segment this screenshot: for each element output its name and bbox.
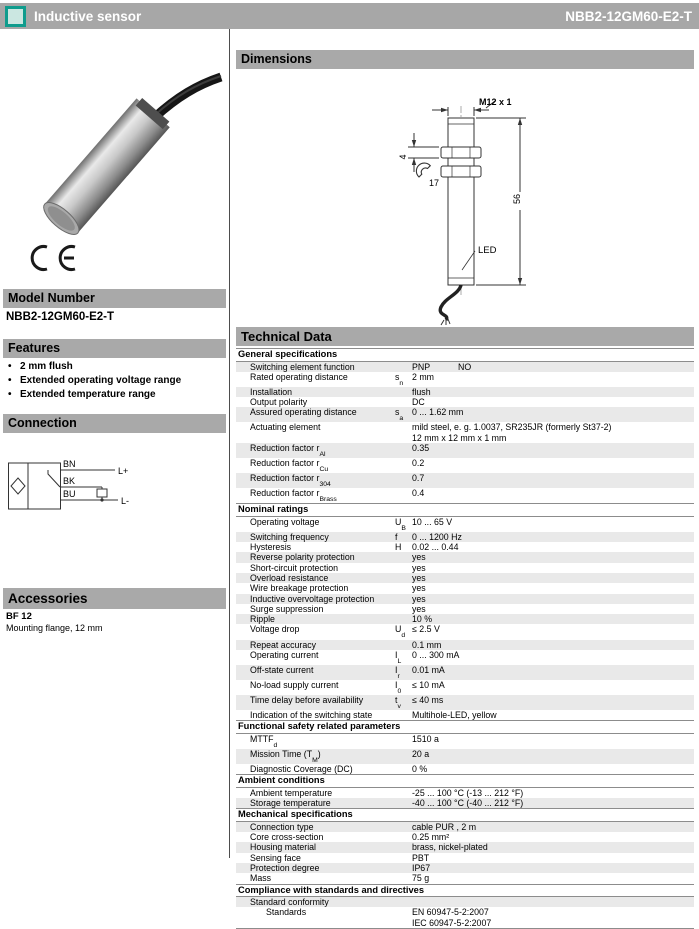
spec-label: Switching frequency — [250, 531, 329, 542]
spec-label: Voltage drop — [250, 624, 300, 635]
spec-row — [236, 695, 694, 710]
spec-value: DC — [412, 397, 425, 408]
spec-label: Standards — [266, 907, 307, 918]
wire-label-bu: BU — [63, 489, 76, 499]
spec-value: yes — [412, 573, 426, 583]
brand-square-icon — [5, 6, 26, 27]
spec-row — [236, 517, 694, 532]
spec-label: Overload resistance — [250, 573, 329, 583]
spec-label: Core cross-section — [250, 832, 324, 843]
spec-symbol — [395, 853, 412, 863]
led-label: LED — [478, 245, 497, 256]
spec-row — [236, 640, 694, 650]
spec-label: Reduction factor $r_{Brass}$ — [250, 488, 337, 503]
product-category-title: Inductive sensor — [34, 8, 142, 24]
section-technical-data: Technical Data — [236, 327, 694, 346]
dim-thread-label: M12 x 1 — [479, 97, 512, 107]
spec-value: 0.7 — [412, 473, 425, 484]
spec-row — [236, 624, 694, 639]
wire-label-bn: BN — [63, 459, 76, 469]
spec-value: 75 g — [412, 873, 430, 884]
spec-row — [236, 614, 694, 624]
spec-value: yes — [412, 593, 426, 604]
spec-row — [236, 458, 694, 473]
spec-symbol — [395, 842, 412, 852]
dimension-drawing — [236, 72, 694, 325]
spec-label: Reduction factor $r_{Al}$ — [250, 443, 326, 458]
spec-symbol — [395, 583, 412, 593]
spec-row — [236, 764, 694, 774]
right-column — [236, 0, 694, 928]
spec-symbol — [395, 907, 412, 928]
section-dimensions: Dimensions — [236, 50, 694, 69]
spec-row — [236, 583, 694, 593]
spec-value: 0.25 mm² — [412, 832, 450, 843]
spec-symbol: $U_d$ — [395, 624, 406, 640]
spec-row — [236, 832, 694, 842]
spec-row — [236, 749, 694, 764]
spec-section-title: General specifications — [236, 348, 694, 362]
spec-label: Short-circuit protection — [250, 562, 339, 573]
bullet-icon: • — [8, 375, 12, 386]
bullet-icon: • — [8, 361, 12, 372]
spec-row — [236, 573, 694, 583]
spec-value: IP67 — [412, 862, 431, 873]
spec-row — [236, 473, 694, 488]
spec-label: Rated operating distance — [250, 371, 348, 382]
spec-value: 10 % — [412, 614, 433, 625]
feature-item: • Extended temperature range — [8, 389, 156, 400]
spec-symbol: $I_r$ — [395, 664, 400, 680]
spec-value: 0.01 mA — [412, 664, 445, 675]
spec-label: Mass — [250, 873, 272, 884]
spec-section-title: Compliance with standards and directives — [236, 884, 694, 898]
spec-value: 0 ... 300 mA — [412, 649, 460, 660]
spec-symbol: $U_B$ — [395, 516, 406, 532]
wrench-size-label: 17 — [429, 178, 440, 188]
spec-symbol: H — [395, 542, 402, 553]
spec-symbol — [395, 552, 412, 562]
spec-row — [236, 443, 694, 458]
spec-row — [236, 873, 694, 883]
spec-value: 0.35 — [412, 443, 430, 454]
spec-label: Operating current — [250, 649, 319, 660]
spec-symbol — [395, 473, 412, 488]
spec-label: Reverse polarity protection — [250, 552, 355, 563]
terminal-label-lplus: L+ — [118, 466, 129, 476]
spec-label: Switching element function — [250, 361, 355, 372]
spec-value: brass, nickel-plated — [412, 842, 488, 853]
spec-row — [236, 710, 694, 720]
spec-row — [236, 734, 694, 749]
section-features: Features — [3, 339, 226, 358]
spec-label: Ripple — [250, 614, 275, 625]
spec-symbol — [395, 734, 412, 749]
spec-row — [236, 897, 694, 907]
spec-value: yes — [412, 562, 426, 573]
spec-label: Repeat accuracy — [250, 639, 317, 650]
photo-cable — [155, 77, 221, 117]
terminal-label-lminus: L- — [121, 496, 130, 506]
bullet-icon: • — [8, 389, 12, 400]
spec-value: 10 ... 65 V — [412, 516, 453, 527]
spec-label: Surge suppression — [250, 603, 324, 614]
spec-value: cable PUR , 2 m — [412, 821, 477, 832]
dim-length-label: 56 — [512, 193, 522, 205]
spec-label: Wire breakage protection — [250, 583, 349, 594]
wire-label-bk: BK — [63, 476, 76, 486]
spec-row — [236, 552, 694, 562]
spec-symbol — [395, 863, 412, 873]
spec-label: Time delay before availability — [250, 694, 364, 705]
spec-symbol: $I_L$ — [395, 649, 402, 665]
spec-label: Mission Time $(T_M)$ — [250, 748, 321, 764]
spec-symbol — [395, 488, 412, 503]
section-connection: Connection — [3, 414, 226, 433]
spec-label: Standard conformity — [250, 897, 329, 908]
spec-value: yes — [412, 552, 426, 563]
spec-row — [236, 853, 694, 863]
spec-row — [236, 665, 694, 680]
spec-value: ≤ 2.5 V — [412, 624, 440, 635]
wrench-icon — [416, 163, 430, 177]
technical-data-table — [236, 348, 694, 929]
spec-row — [236, 387, 694, 397]
spec-row — [236, 594, 694, 604]
spec-row — [236, 907, 694, 928]
spec-value: 0.4 — [412, 488, 425, 499]
spec-symbol: $I_0$ — [395, 679, 402, 695]
spec-symbol — [395, 640, 412, 650]
spec-symbol — [395, 604, 412, 614]
spec-row — [236, 397, 694, 407]
spec-row — [236, 863, 694, 873]
spec-row — [236, 362, 694, 372]
spec-symbol: $s_n$ — [395, 371, 404, 387]
spec-value: 2 mm — [412, 371, 434, 382]
spec-symbol — [395, 387, 412, 397]
spec-row — [236, 680, 694, 695]
spec-label: Inductive overvoltage protection — [250, 593, 375, 604]
spec-section-title: Nominal ratings — [236, 503, 694, 517]
spec-symbol — [395, 764, 412, 774]
spec-value: 0.02 ... 0.44 — [412, 542, 459, 553]
spec-section-title: Mechanical specifications — [236, 808, 694, 822]
spec-label: Actuating element — [250, 422, 321, 433]
spec-label: Indication of the switching state — [250, 710, 373, 721]
spec-symbol — [395, 614, 412, 624]
spec-value: mild steel, e. g. 1.0037, SR235JR (formerly St37-2) 12 mm x 12 mm x 1 mm — [412, 422, 612, 443]
spec-value: ≤ 10 mA — [412, 679, 445, 690]
spec-label: $MTTF_d$ — [250, 733, 278, 749]
accessory-description: Mounting flange, 12 mm — [6, 623, 103, 633]
spec-label: Diagnostic Coverage (DC) — [250, 763, 353, 774]
spec-symbol — [395, 873, 412, 883]
spec-label: Assured operating distance — [250, 407, 357, 418]
spec-symbol — [395, 749, 412, 764]
spec-value: 0 % — [412, 763, 428, 774]
spec-label: Off-state current — [250, 664, 314, 675]
spec-value: 0.1 mm — [412, 639, 442, 650]
spec-value: yes — [412, 583, 426, 594]
spec-symbol — [395, 710, 412, 720]
spec-symbol — [395, 422, 412, 443]
spec-symbol — [395, 788, 412, 798]
spec-symbol: $t_v$ — [395, 694, 401, 710]
spec-symbol: $s_a$ — [395, 407, 404, 423]
spec-section-title: Functional safety related parameters — [236, 720, 694, 734]
spec-row — [236, 650, 694, 665]
spec-value: 0.2 — [412, 458, 425, 469]
accessory-name: BF 12 — [6, 611, 32, 622]
section-accessories: Accessories — [3, 588, 226, 609]
spec-label: Reduction factor $r_{Cu}$ — [250, 458, 329, 473]
spec-label: Protection degree — [250, 862, 320, 873]
feature-item: • 2 mm flush — [8, 361, 73, 372]
spec-label: Housing material — [250, 842, 317, 853]
spec-label: Operating voltage — [250, 516, 320, 527]
spec-row — [236, 842, 694, 852]
spec-row — [236, 788, 694, 798]
spec-value: 20 a — [412, 748, 430, 759]
spec-value: PBT — [412, 852, 430, 863]
spec-value: Multihole-LED, yellow — [412, 710, 497, 721]
spec-value: 0 ... 1.62 mm — [412, 407, 464, 418]
spec-label: Hysteresis — [250, 542, 292, 553]
section-model-number: Model Number — [3, 289, 226, 308]
spec-label: Sensing face — [250, 852, 301, 863]
spec-symbol: f — [395, 531, 398, 542]
spec-symbol — [395, 443, 412, 458]
spec-value: EN 60947-5-2:2007 IEC 60947-5-2:2007 — [412, 907, 492, 928]
spec-row — [236, 798, 694, 808]
spec-row — [236, 422, 694, 443]
spec-value: yes — [412, 603, 426, 614]
header-model-number: NBB2-12GM60-E2-T — [565, 8, 692, 24]
spec-row — [236, 604, 694, 614]
spec-row — [236, 822, 694, 832]
spec-value: PNP NO — [412, 361, 472, 372]
spec-section-title: Ambient conditions — [236, 774, 694, 788]
model-number-value: NBB2-12GM60-E2-T — [6, 311, 114, 323]
spec-symbol — [395, 897, 412, 907]
spec-value: -40 ... 100 °C (-40 ... 212 °F) — [412, 798, 524, 808]
spec-symbol — [395, 573, 412, 583]
spec-value: 0 ... 1200 Hz — [412, 531, 462, 542]
spec-label: Connection type — [250, 821, 314, 832]
spec-symbol — [395, 397, 412, 407]
spec-value: ≤ 40 ms — [412, 694, 444, 705]
spec-value — [412, 897, 694, 907]
spec-symbol — [395, 798, 412, 808]
spec-symbol — [395, 594, 412, 604]
spec-label: Storage temperature — [250, 798, 331, 808]
spec-symbol — [395, 822, 412, 832]
inductive-sensor-symbol — [11, 478, 25, 494]
spec-label: Installation — [250, 386, 293, 397]
spec-value: flush — [412, 386, 431, 397]
spec-row — [236, 372, 694, 387]
spec-symbol — [395, 362, 412, 372]
spec-symbol — [395, 458, 412, 473]
column-divider — [229, 29, 230, 858]
spec-value: 1510 a — [412, 733, 439, 744]
dim-nut-width-label: 4 — [398, 154, 408, 160]
ce-mark — [26, 243, 82, 273]
spec-row — [236, 488, 694, 503]
spec-value: -25 ... 100 °C (-13 ... 212 °F) — [412, 787, 524, 798]
spec-row — [236, 563, 694, 573]
spec-row — [236, 407, 694, 422]
spec-row — [236, 532, 694, 542]
features-list — [8, 360, 226, 402]
connection-diagram — [8, 452, 218, 532]
feature-item: • Extended operating voltage range — [8, 375, 182, 386]
spec-symbol — [395, 832, 412, 842]
spec-label: No-load supply current — [250, 679, 339, 690]
spec-label: Output polarity — [250, 397, 308, 408]
spec-symbol — [395, 563, 412, 573]
product-photo — [5, 55, 223, 260]
spec-label: Reduction factor $r_{304}$ — [250, 473, 331, 488]
spec-label: Ambient temperature — [250, 787, 333, 798]
spec-row — [236, 542, 694, 552]
